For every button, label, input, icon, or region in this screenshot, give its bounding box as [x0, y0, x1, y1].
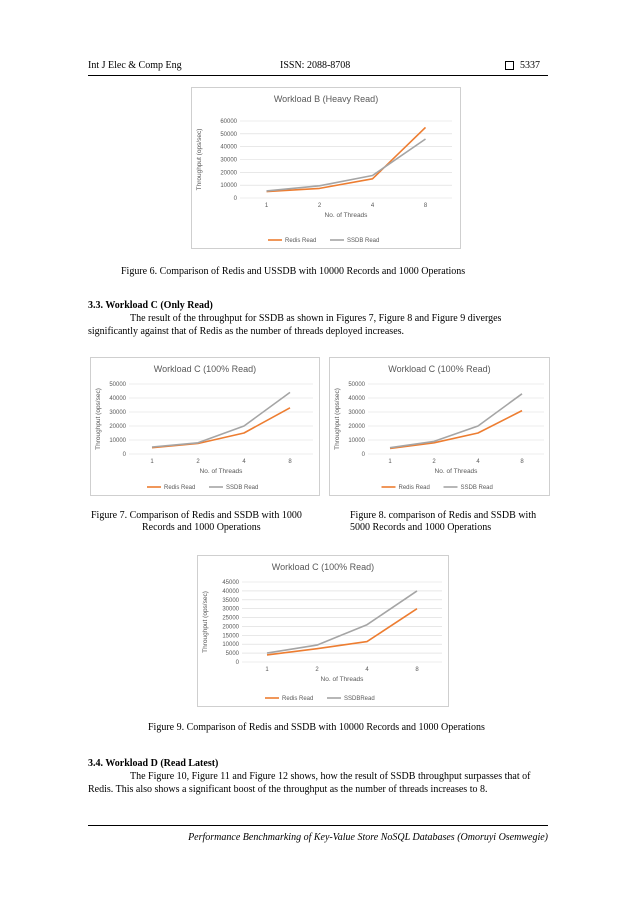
series-line: [267, 591, 417, 653]
y-tick-label: 20000: [220, 170, 237, 177]
y-tick-label: 30000: [109, 410, 126, 416]
x-tick-label: 8: [288, 459, 292, 465]
checkbox-icon: [505, 61, 514, 70]
x-axis-label: No. of Threads: [320, 676, 364, 683]
x-axis-label: No. of Threads: [434, 468, 478, 475]
series-line: [152, 408, 290, 448]
section-3-4-paragraph: [88, 770, 548, 784]
y-tick-label: 45000: [222, 580, 239, 586]
y-axis-label: Throughput (ops/sec): [95, 388, 102, 450]
x-tick-label: 2: [315, 667, 319, 673]
legend-label: SSDB Read: [460, 485, 493, 491]
x-tick-label: 2: [196, 459, 200, 465]
section-3-4-line-2: Redis. This also shows a significant boost of the throughput as the number of threads increases to 8.: [88, 784, 488, 795]
chart-title: Workload B (Heavy Read): [273, 94, 379, 104]
y-tick-label: 25000: [222, 615, 239, 622]
figure-9-svg: [198, 556, 448, 706]
section-3-3-line-1: The result of the throughput for SSDB as shown in Figures 7, Figure 8 and Figure 9 diverges: [130, 313, 502, 324]
y-tick-label: 40000: [220, 144, 237, 151]
y-tick-label: 50000: [220, 131, 237, 138]
x-axis-label: No. of Threads: [199, 468, 243, 475]
page-number-group: [505, 60, 540, 71]
header-rule: [88, 75, 548, 76]
y-tick-label: 10000: [222, 642, 239, 649]
figure-9-chart: [197, 555, 449, 707]
x-axis-label: No. of Threads: [324, 212, 368, 219]
y-axis-label: Throughput (ops/sec): [202, 591, 209, 653]
x-tick-label: 2: [432, 459, 436, 465]
figure-7-chart: [90, 357, 320, 496]
series-line: [390, 411, 522, 449]
x-tick-label: 1: [265, 667, 269, 673]
issn: ISSN: 2088-8708: [280, 60, 351, 71]
y-tick-label: 40000: [222, 588, 239, 595]
figure-6-svg: [192, 88, 460, 248]
section-3-4-paragraph-cont: [88, 783, 548, 797]
y-tick-label: 0: [122, 452, 126, 458]
y-axis-label: Throughput (ops/sec): [334, 388, 341, 450]
y-tick-label: 10000: [220, 183, 237, 190]
series-line: [267, 609, 417, 655]
x-tick-label: 4: [476, 459, 480, 465]
chart-title: Workload C (100% Read): [388, 364, 491, 374]
x-tick-label: 8: [520, 459, 524, 465]
figure-7-caption-line-1: Figure 7. Comparison of Redis and SSDB with 1000: [91, 510, 302, 521]
y-tick-label: 0: [235, 660, 239, 666]
y-tick-label: 5000: [225, 651, 239, 658]
legend-label: Redis Read: [282, 696, 314, 702]
section-3-3-line-2: significantly against that of Redis as the number of threads deployed increases.: [88, 326, 405, 337]
legend-label: Redis Read: [164, 485, 196, 491]
legend-label: SSDBRead: [344, 696, 375, 702]
y-tick-label: 30000: [222, 606, 239, 613]
x-tick-label: 4: [370, 203, 375, 209]
y-tick-label: 10000: [348, 438, 365, 444]
page-number: 5337: [520, 60, 540, 71]
section-3-4-title: 3.4. Workload D (Read Latest): [88, 758, 219, 769]
chart-title: Workload C (100% Read): [271, 562, 375, 572]
section-3-4-line-1: The Figure 10, Figure 11 and Figure 12 shows, how the result of SSDB throughput surpasses that of: [130, 771, 531, 782]
y-tick-label: 35000: [222, 597, 239, 604]
y-tick-label: 10000: [109, 438, 126, 444]
y-tick-label: 50000: [348, 382, 365, 388]
figure-8-chart: [329, 357, 550, 496]
figure-9-caption: Figure 9. Comparison of Redis and SSDB with 10000 Records and 1000 Operations: [148, 722, 485, 733]
section-3-3-paragraph: [88, 312, 548, 326]
y-tick-label: 20000: [348, 424, 365, 430]
y-tick-label: 60000: [220, 119, 237, 125]
legend-label: SSDB Read: [226, 485, 259, 491]
figure-8-caption-line-2: 5000 Records and 1000 Operations: [350, 522, 492, 533]
figure-6-chart: [191, 87, 461, 249]
figure-7-svg: [91, 358, 319, 495]
x-tick-label: 8: [415, 667, 419, 673]
x-tick-label: 1: [264, 203, 269, 209]
x-tick-label: 1: [388, 459, 392, 465]
figure-7-caption-line-2: Records and 1000 Operations: [142, 522, 261, 533]
y-tick-label: 30000: [348, 410, 365, 416]
y-tick-label: 40000: [348, 396, 365, 402]
y-axis-label: Throughput (ops/sec): [196, 128, 203, 191]
footer-rule: [88, 825, 548, 826]
y-tick-label: 0: [233, 196, 237, 202]
y-tick-label: 15000: [222, 633, 239, 640]
x-tick-label: 2: [317, 203, 322, 209]
journal-name: Int J Elec & Comp Eng: [88, 60, 182, 71]
footer-text: Performance Benchmarking of Key-Value Store NoSQL Databases (Omoruyi Osemwegie): [188, 832, 548, 843]
y-tick-label: 20000: [222, 624, 239, 631]
y-tick-label: 50000: [109, 382, 126, 388]
x-tick-label: 8: [423, 203, 428, 209]
section-3-3-paragraph-cont: [88, 325, 548, 339]
x-tick-label: 1: [150, 459, 154, 465]
x-tick-label: 4: [242, 459, 246, 465]
x-tick-label: 4: [365, 667, 369, 673]
chart-title: Workload C (100% Read): [153, 364, 257, 374]
legend-label: Redis Read: [398, 485, 430, 491]
y-tick-label: 30000: [220, 157, 237, 164]
figure-6-caption: Figure 6. Comparison of Redis and USSDB with 10000 Records and 1000 Operations: [121, 266, 466, 277]
y-tick-label: 0: [361, 452, 365, 458]
figure-8-caption-line-1: Figure 8. comparison of Redis and SSDB with: [350, 510, 537, 521]
y-tick-label: 20000: [109, 424, 126, 430]
section-3-3-title: 3.3. Workload C (Only Read): [88, 300, 213, 311]
figure-8-svg: [330, 358, 549, 495]
legend-label: SSDB Read: [347, 238, 380, 244]
y-tick-label: 40000: [109, 396, 126, 402]
legend-label: Redis Read: [285, 238, 317, 244]
